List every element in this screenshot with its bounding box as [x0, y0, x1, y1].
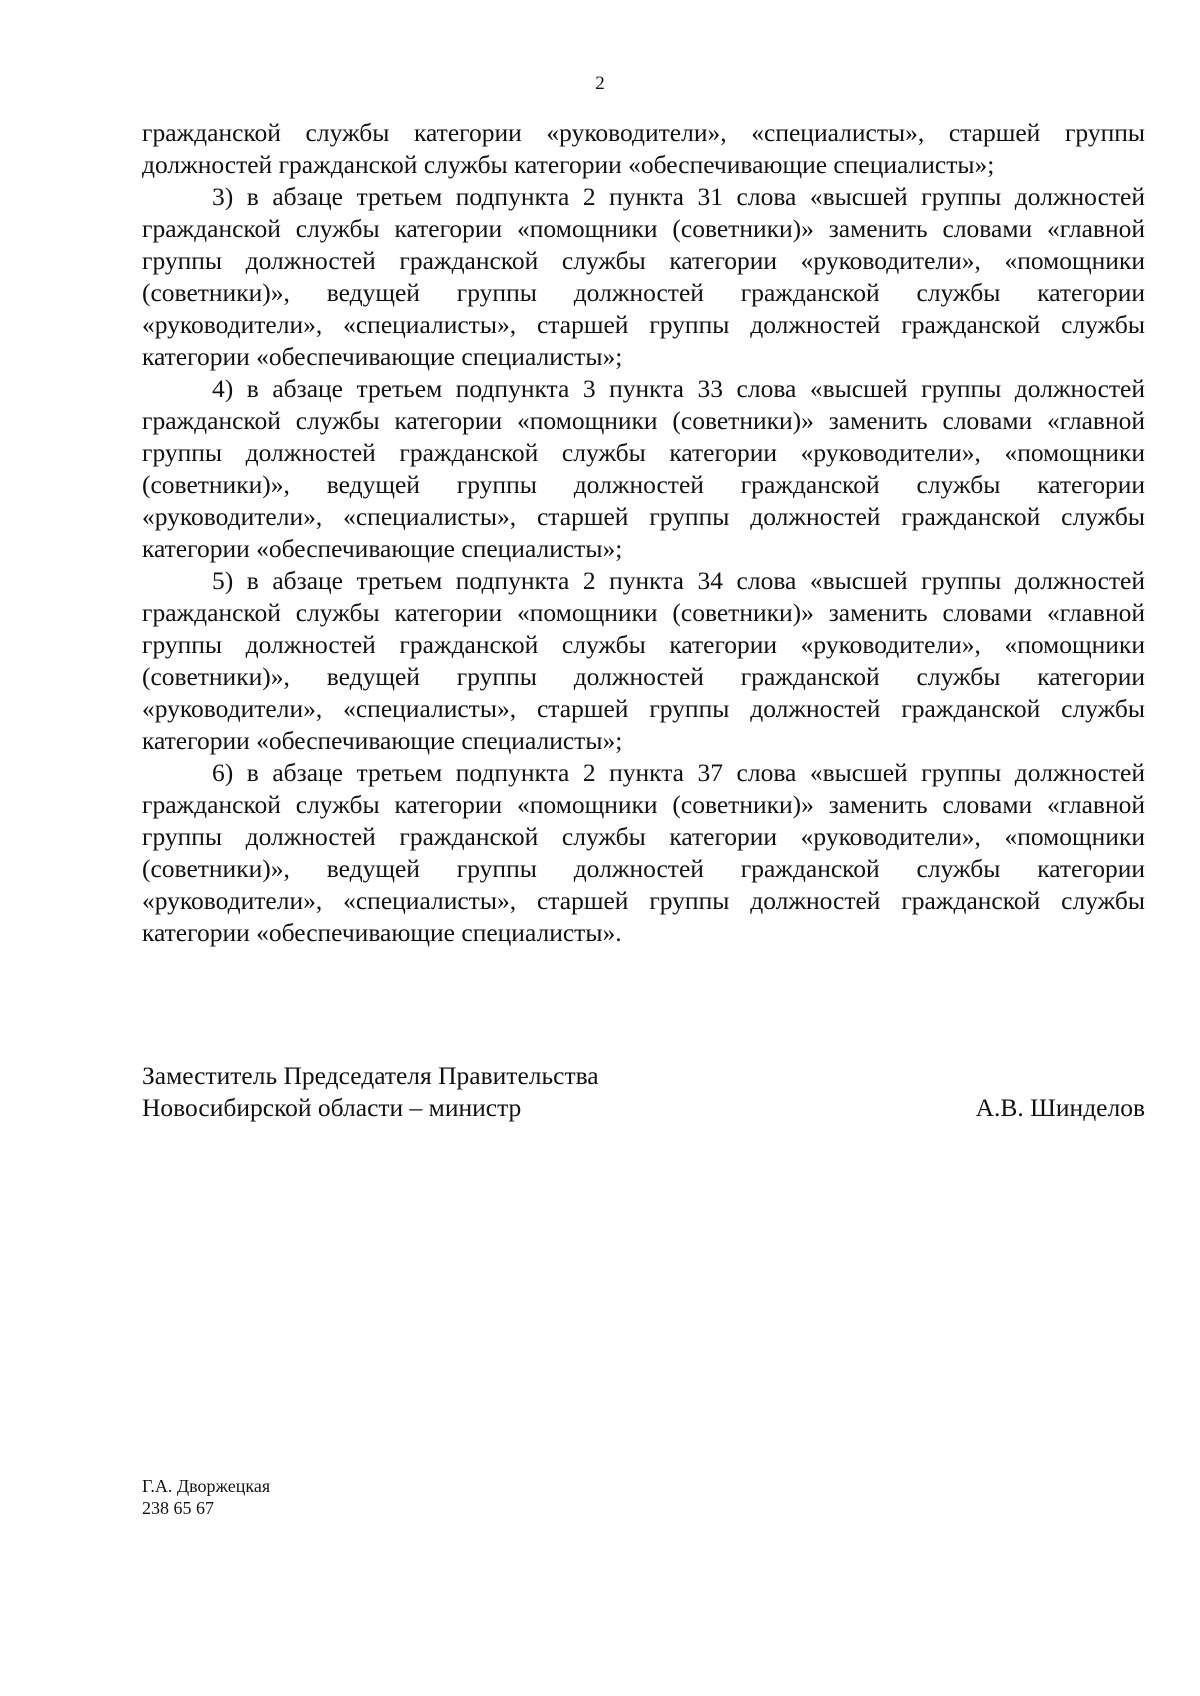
document-body [142, 117, 1145, 949]
signatory-position-line-1: Заместитель Председателя Правительства [142, 1061, 599, 1090]
paragraph-item-4: 4) в абзаце третьем подпункта 3 пункта 33 слова «высшей группы должностей гражданской службы категории «помощники (советники)» заменить словами «главной группы должностей гражданской службы категории «руководители», «помощники (советники)», ведущей группы должностей гражданской службы категории «руководители», «специалисты», старшей группы должностей гражданской службы категории «обеспечивающие специалисты»; [142, 374, 1145, 563]
paragraph-item-5: 5) в абзаце третьем подпункта 2 пункта 34 слова «высшей группы должностей гражданской службы категории «помощники (советники)» заменить словами «главной группы должностей гражданской службы категории «руководители», «помощники (советники)», ведущей группы должностей гражданской службы категории «руководители», «специалисты», старшей группы должностей гражданской службы категории «обеспечивающие специалисты»; [142, 566, 1145, 755]
paragraph-item-3: 3) в абзаце третьем подпункта 2 пункта 31 слова «высшей группы должностей гражданской службы категории «помощники (советники)» заменить словами «главной группы должностей гражданской службы категории «руководители», «помощники (советники)», ведущей группы должностей гражданской службы категории «руководители», «специалисты», старшей группы должностей гражданской службы категории «обеспечивающие специалисты»; [142, 182, 1145, 371]
signatory-name: А.В. Шинделов [975, 1093, 1145, 1122]
executor-phone: 238 65 67 [142, 1498, 214, 1518]
paragraph-item-6: 6) в абзаце третьем подпункта 2 пункта 37 слова «высшей группы должностей гражданской службы категории «помощники (советники)» заменить словами «главной группы должностей гражданской службы категории «руководители», «помощники (советники)», ведущей группы должностей гражданской службы категории «руководители», «специалисты», старшей группы должностей гражданской службы категории «обеспечивающие специалисты». [142, 758, 1145, 947]
signature-block [142, 1060, 1145, 1124]
signatory-position-line-2: Новосибирской области – министр [142, 1093, 522, 1122]
page-number: 2 [595, 73, 605, 94]
signature-line-1 [142, 1060, 1145, 1092]
executor-name: Г.А. Дворжецкая [142, 1476, 271, 1496]
executor-block [142, 1475, 270, 1519]
paragraph-continuation: гражданской службы категории «руководители», «специалисты», старшей группы должностей гражданской службы категории «обеспечивающие специалисты»; [142, 118, 1145, 179]
signature-line-2 [142, 1092, 1145, 1124]
